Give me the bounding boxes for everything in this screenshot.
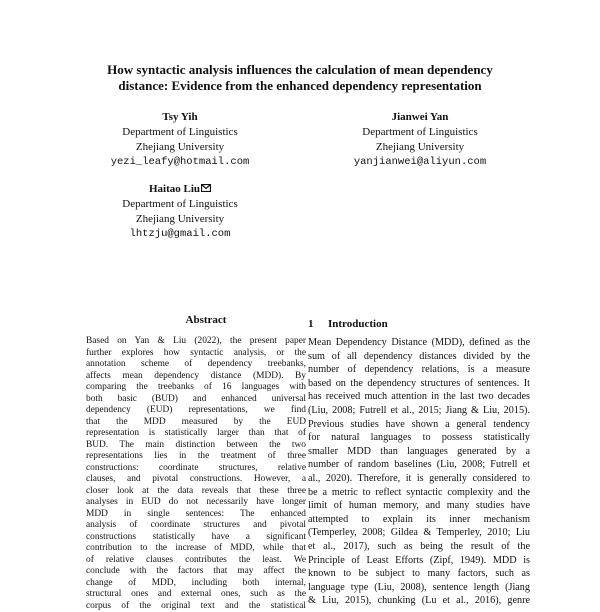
abstract-line: affects mean dependency distance (MDD). By	[86, 371, 306, 383]
abstract-line: Based on Yan & Liu (2022), the present paper	[86, 336, 306, 348]
abstract-line: representations lies in the treatment of three	[86, 451, 306, 463]
introduction-line: for natural languages to possess statistically	[308, 431, 530, 445]
paper-title	[40, 62, 560, 94]
abstract-line: dependency (EUD) representations, we find	[86, 405, 306, 417]
title-line-2: distance: Evidence from the enhanced dependency representation	[40, 78, 560, 94]
abstract-line: constructions statistically have a significant	[86, 532, 306, 544]
introduction-line: language type (Liu, 2008), sentence length (Jiang	[308, 581, 530, 595]
title-line-1: How syntactic analysis influences the calculation of mean dependency	[40, 62, 560, 78]
author-block-3	[60, 182, 300, 242]
abstract-line: analyses in EUD do not necessarily have longer	[86, 497, 306, 509]
introduction-line: al., 2020). Therefore, it is generally considered to	[308, 472, 530, 486]
abstract-line: further explores how syntactic analysis, or the	[86, 348, 306, 360]
envelope-icon	[201, 184, 211, 192]
introduction-line: sum of all dependency distances divided by the	[308, 350, 530, 364]
introduction-line: known to be subject to many factors, such as	[308, 567, 530, 581]
abstract-line: clauses, and pivotal constructions. However, a	[86, 474, 306, 486]
introduction-line: et al., 2017), such as being the result of the	[308, 540, 530, 554]
abstract-line: change of MDD, including both internal,	[86, 578, 306, 590]
author-dept: Department of Linguistics	[300, 125, 540, 140]
introduction-line: attempted to explain its inner mechanism	[308, 513, 530, 527]
abstract-line: that the MDD measured by the EUD	[86, 417, 306, 429]
abstract-line: analysis of coordinate structures and pivotal	[86, 520, 306, 532]
introduction-line: Mean Dependency Distance (MDD), defined as the	[308, 336, 530, 350]
introduction-line: & Liu, 2015), chunking (Lu et al., 2016), genre	[308, 594, 530, 608]
introduction-line: number of dependency relations, is a measure	[308, 363, 530, 377]
abstract-line: annotation scheme of dependency treebanks,	[86, 359, 306, 371]
author-name: Haitao Liu	[149, 183, 200, 195]
introduction-line: has received much attention in the last two decades	[308, 390, 530, 404]
author-email[interactable]: lhtzju@gmail.com	[60, 227, 300, 242]
abstract-line: closer look at the data reveals that these three	[86, 486, 306, 498]
author-email[interactable]: yezi_leafy@hotmail.com	[60, 155, 300, 170]
author-dept: Department of Linguistics	[60, 125, 300, 140]
abstract-line: of relative clauses contributes the least. We	[86, 555, 306, 567]
author-name: Tsy Yih	[60, 110, 300, 125]
author-email[interactable]: yanjianwei@aliyun.com	[300, 155, 540, 170]
introduction-line: based on the dependency structures of sentences. It	[308, 377, 530, 391]
abstract-line: comparing the treebanks of 16 languages with	[86, 382, 306, 394]
abstract-line: representation is statistically larger than that of	[86, 428, 306, 440]
author-univ: Zhejiang University	[60, 212, 300, 227]
author-block-2	[300, 110, 540, 170]
introduction-body	[308, 336, 530, 608]
author-name-row	[60, 182, 300, 197]
author-name: Jianwei Yan	[300, 110, 540, 125]
abstract-line: constructions: coordinate structures, relative	[86, 463, 306, 475]
introduction-line: Previous studies have shown a general tendency	[308, 418, 530, 432]
abstract-body	[86, 336, 306, 612]
introduction-line: be a metric to reflect syntactic complexity and the	[308, 486, 530, 500]
introduction-line: (Temperley, 2008; Gildea & Temperley, 2010; Liu	[308, 526, 530, 540]
section-title: Introduction	[328, 318, 388, 330]
abstract-line: corpus of the original text and the statistical	[86, 601, 306, 612]
introduction-line: smaller MDD than languages generated by a	[308, 445, 530, 459]
abstract-line: structural ones and external ones, such as the	[86, 589, 306, 601]
abstract-line: BUD. The main distinction between the two	[86, 440, 306, 452]
author-block-1	[60, 110, 300, 170]
author-univ: Zhejiang University	[60, 140, 300, 155]
abstract-line: both basic (BUD) and enhanced universal	[86, 394, 306, 406]
introduction-line: Principle of Least Efforts (Zipf, 1949). MDD is	[308, 554, 530, 568]
abstract-heading: Abstract	[86, 314, 326, 326]
introduction-line: number of random baselines (Liu, 2008; Futrell et	[308, 458, 530, 472]
abstract-line: conclude with the factors that may affect the	[86, 566, 306, 578]
abstract-line: MDD in single sentences: The enhanced	[86, 509, 306, 521]
introduction-line: limit of human memory, and many studies have	[308, 499, 530, 513]
author-dept: Department of Linguistics	[60, 197, 300, 212]
section-number: 1	[308, 318, 328, 330]
section-heading	[308, 318, 388, 330]
author-univ: Zhejiang University	[300, 140, 540, 155]
introduction-line: (Liu, 2008; Futrell et al., 2015; Jiang & Liu, 2015).	[308, 404, 530, 418]
abstract-line: contribution to the increase of MDD, while that	[86, 543, 306, 555]
